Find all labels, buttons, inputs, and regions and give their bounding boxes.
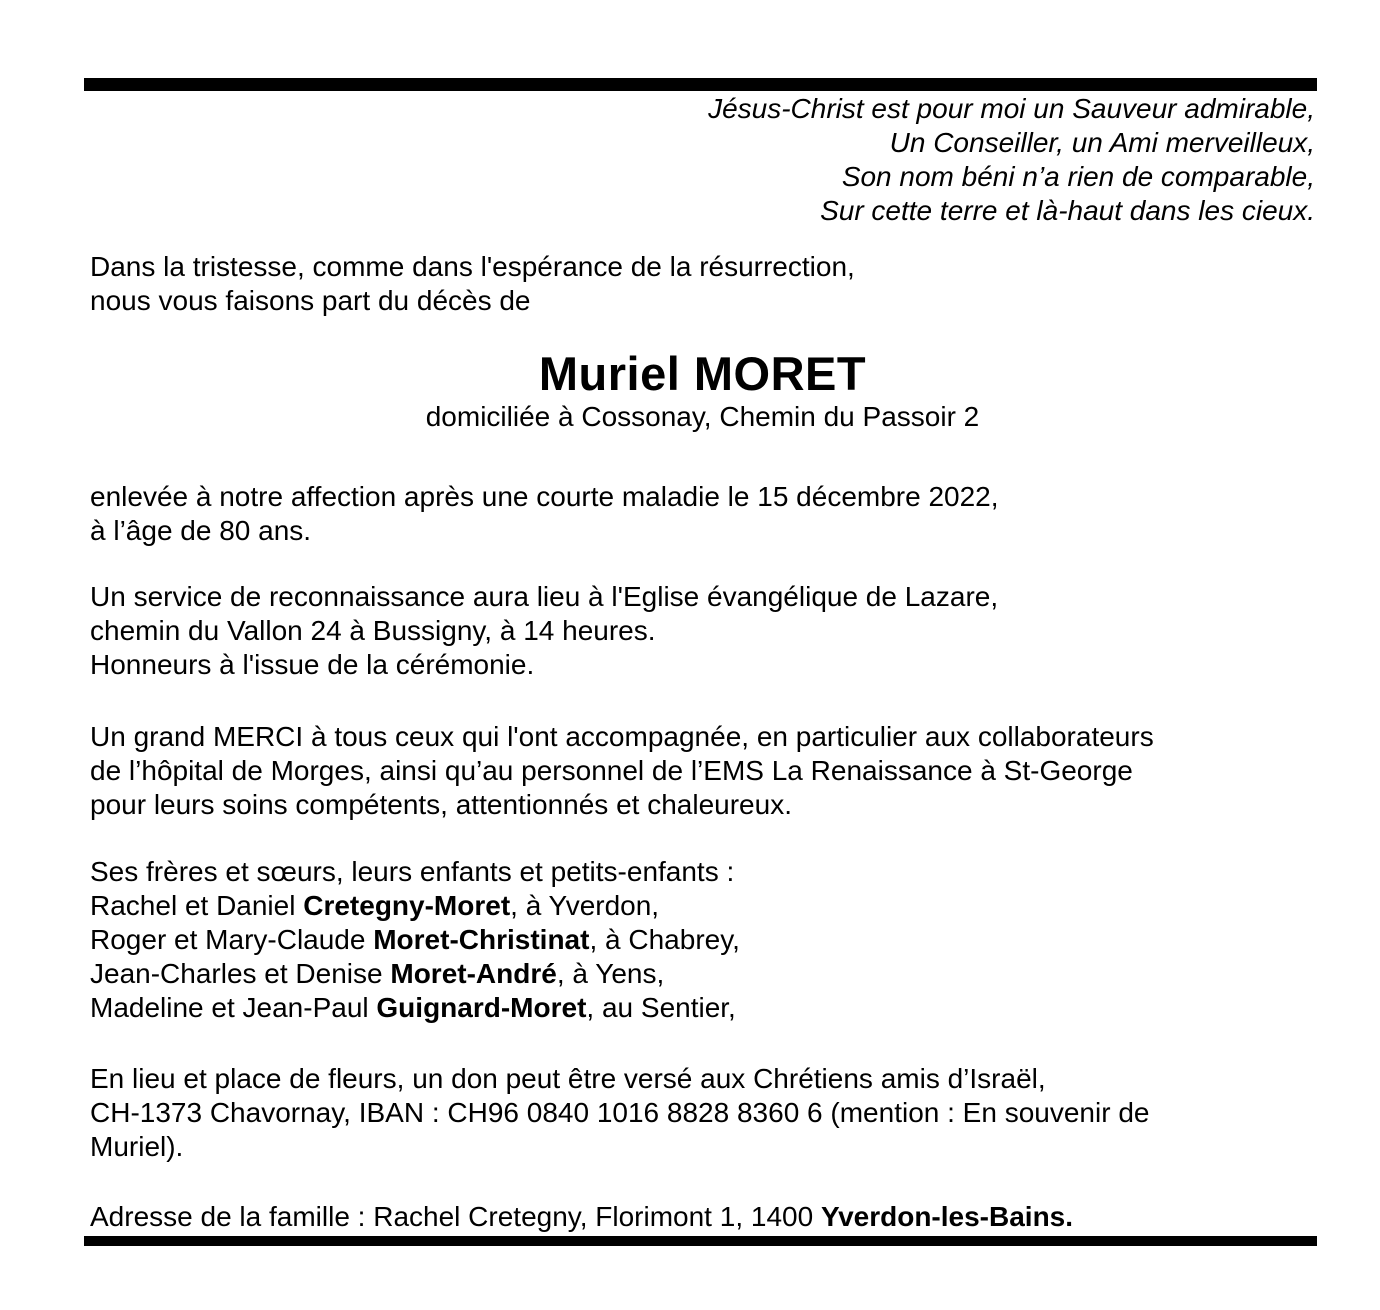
family-line-prefix: Rachel et Daniel [90, 890, 304, 921]
family-heading: Ses frères et sœurs, leurs enfants et petits-enfants : [90, 856, 735, 887]
family-line-prefix: Jean-Charles et Denise [90, 958, 391, 989]
address-prefix: Adresse de la famille : Rachel Cretegny, Florimont 1, 1400 [90, 1201, 821, 1232]
intro-line: nous vous faisons part du décès de [90, 285, 531, 316]
donation-line: Muriel). [90, 1131, 184, 1162]
family-member-line [90, 923, 1315, 957]
service-paragraph [90, 580, 1315, 682]
service-line: chemin du Vallon 24 à Bussigny, à 14 heures. [90, 615, 656, 646]
family-member-line [90, 889, 1315, 923]
family-section [90, 855, 1315, 1025]
family-line-suffix: , à Chabrey, [589, 924, 740, 955]
thanks-paragraph [90, 720, 1315, 822]
deceased-name: Muriel MORET [538, 347, 867, 400]
donation-line: En lieu et place de fleurs, un don peut être versé aux Chrétiens amis d’Israël, [90, 1063, 1046, 1094]
service-line: Un service de reconnaissance aura lieu à l'Eglise évangélique de Lazare, [90, 581, 999, 612]
donation-line: CH-1373 Chavornay, IBAN : CH96 0840 1016 8828 8360 6 (mention : En souvenir de [90, 1097, 1150, 1128]
epigraph-line: Un Conseiller, un Ami merveilleux, [889, 127, 1315, 158]
bottom-rule [84, 1236, 1317, 1246]
deceased-residence: domiciliée à Cossonay, Chemin du Passoir 2 [425, 401, 980, 432]
thanks-line: pour leurs soins compétents, attentionnés et chaleureux. [90, 789, 792, 820]
epigraph-line: Son nom béni n’a rien de comparable, [841, 161, 1315, 192]
top-rule [84, 78, 1317, 91]
announcement-intro [90, 250, 1315, 318]
epigraph-line: Jésus-Christ est pour moi un Sauveur admirable, [708, 93, 1315, 124]
text-column [90, 92, 1315, 1234]
intro-line: Dans la tristesse, comme dans l'espérance de la résurrection, [90, 251, 855, 282]
death-line: enlevée à notre affection après une courte maladie le 15 décembre 2022, [90, 481, 999, 512]
death-details-paragraph [90, 480, 1315, 548]
thanks-line: Un grand MERCI à tous ceux qui l'ont accompagnée, en particulier aux collaborateurs [90, 721, 1154, 752]
address-city: Yverdon-les-Bains. [820, 1201, 1074, 1232]
family-line-prefix: Madeline et Jean-Paul [90, 992, 377, 1023]
deceased-block [90, 348, 1315, 434]
family-surname: Cretegny-Moret [303, 890, 511, 921]
family-line-prefix: Roger et Mary-Claude [90, 924, 374, 955]
death-line: à l’âge de 80 ans. [90, 515, 312, 546]
family-address-line [90, 1200, 1315, 1234]
donation-paragraph [90, 1062, 1315, 1164]
family-line-suffix: , à Yens, [556, 958, 665, 989]
family-member-line [90, 957, 1315, 991]
family-surname: Guignard-Moret [376, 992, 587, 1023]
epigraph [90, 92, 1315, 228]
thanks-line: de l’hôpital de Morges, ainsi qu’au personnel de l’EMS La Renaissance à St-George [90, 755, 1133, 786]
family-line-suffix: , à Yverdon, [510, 890, 660, 921]
family-surname: Moret-André [390, 958, 557, 989]
family-line-suffix: , au Sentier, [586, 992, 736, 1023]
family-surname: Moret-Christinat [373, 924, 590, 955]
epigraph-line: Sur cette terre et là-haut dans les cieux. [820, 195, 1315, 226]
service-line: Honneurs à l'issue de la cérémonie. [90, 649, 535, 680]
family-member-line [90, 991, 1315, 1025]
